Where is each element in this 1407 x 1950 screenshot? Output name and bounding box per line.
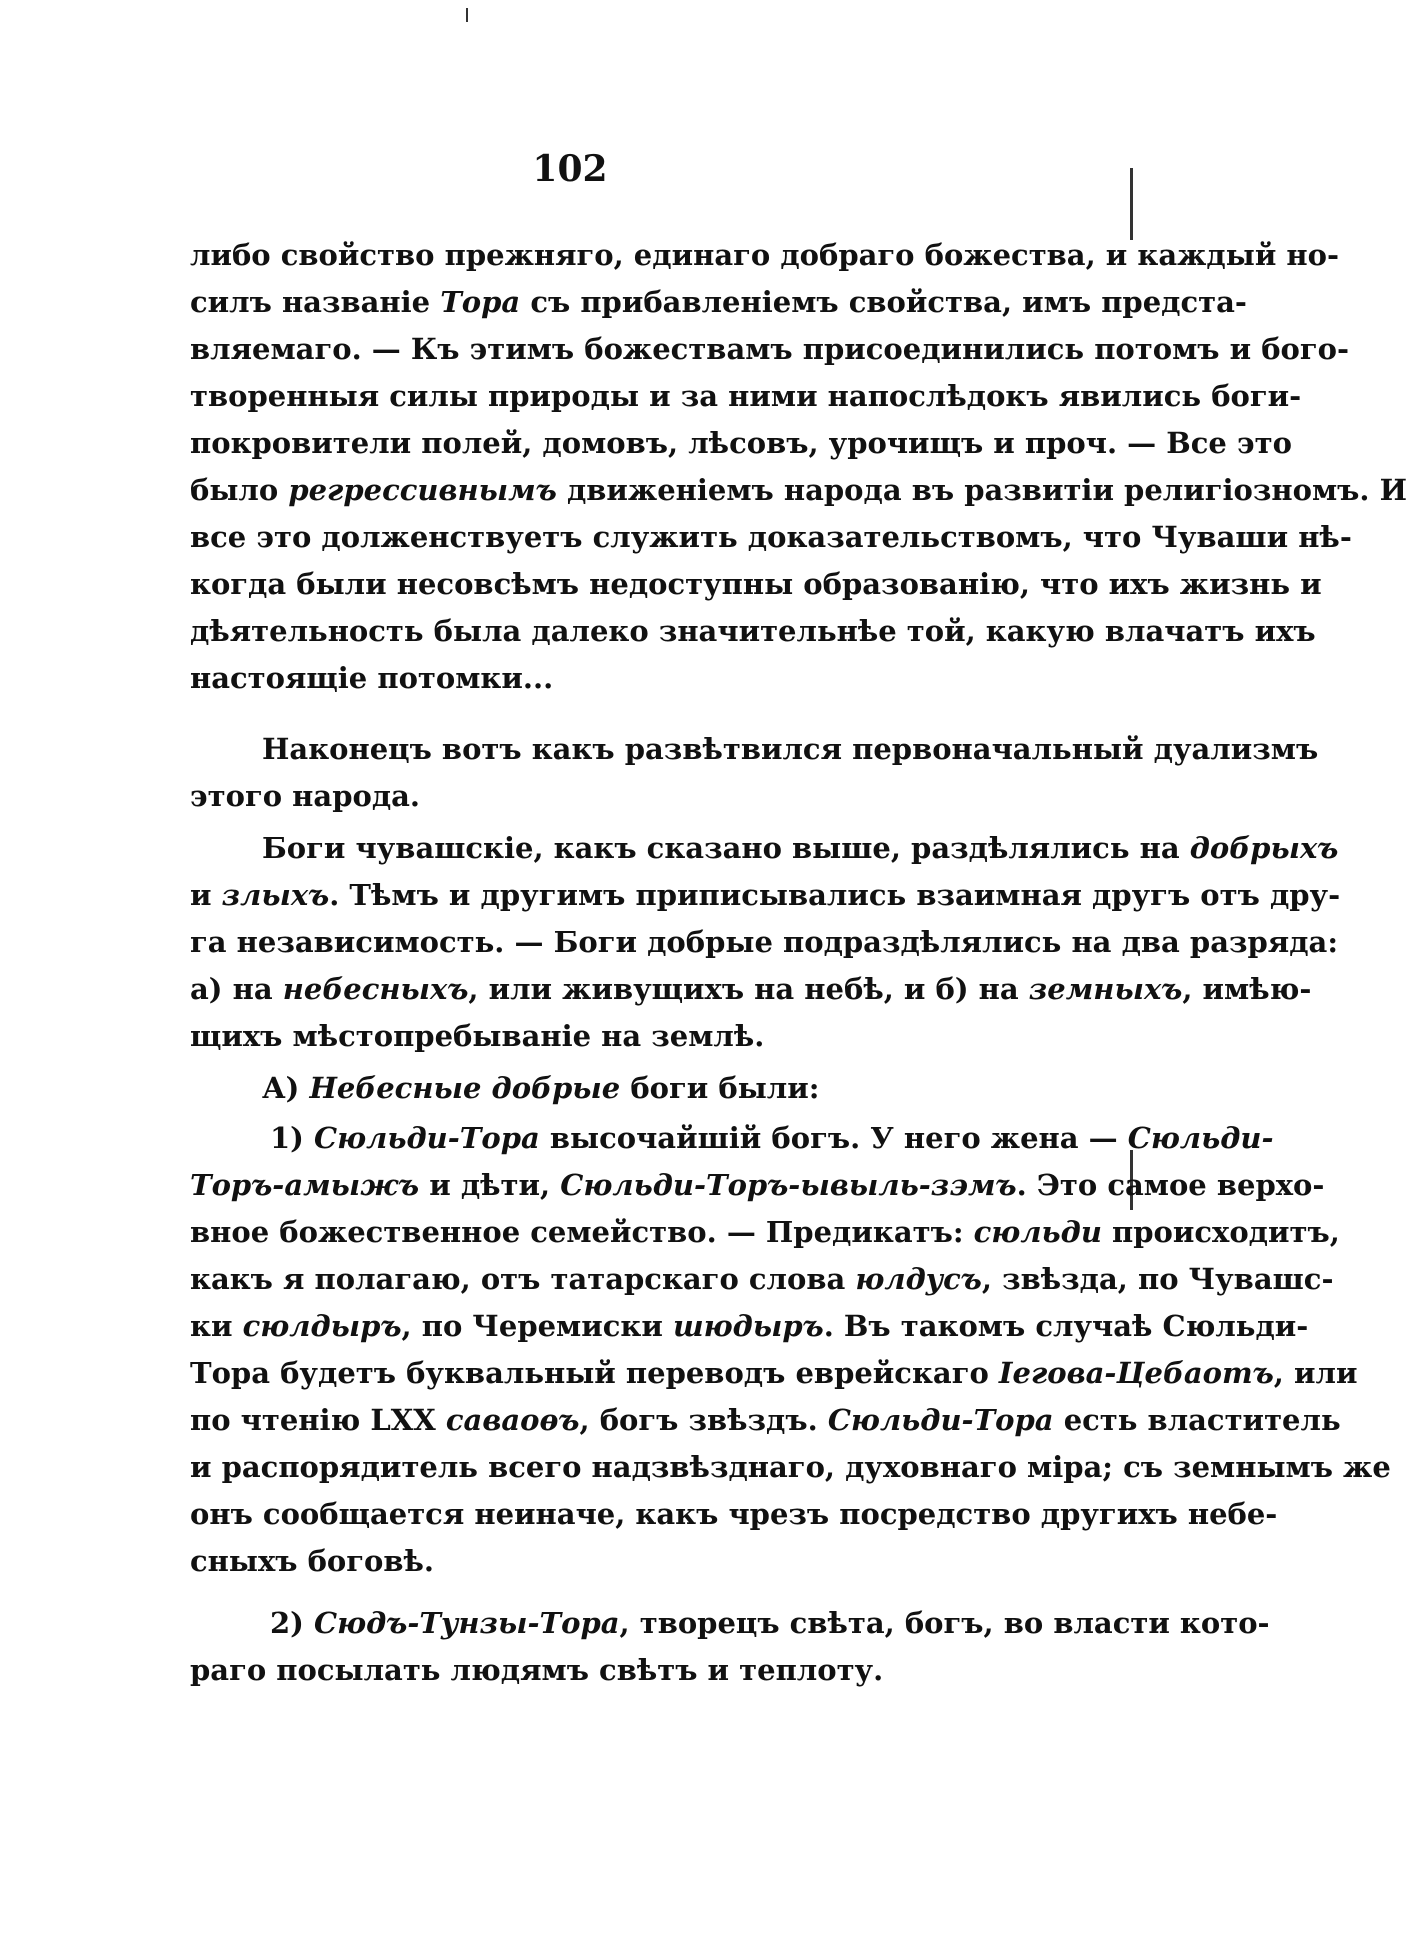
text-segment: какъ я полагаю, отъ татарскаго слова bbox=[190, 1262, 856, 1296]
italic-term: Тора bbox=[440, 285, 521, 319]
text-segment: онъ сообщается неиначе, какъ чрезъ посредство другихъ небе- bbox=[190, 1497, 1278, 1531]
text-segment: съ прибавленіемъ свойства, имъ предста- bbox=[520, 285, 1247, 319]
text-line bbox=[190, 1491, 1278, 1538]
text-segment: , звѣзда, по Чувашс- bbox=[981, 1262, 1334, 1296]
text-segment: 1) bbox=[270, 1121, 314, 1155]
text-line bbox=[190, 326, 1350, 373]
text-segment: , или bbox=[1273, 1356, 1358, 1390]
text-line bbox=[190, 1013, 1070, 1060]
text-line bbox=[190, 232, 1340, 279]
text-segment: , имѣю- bbox=[1182, 972, 1312, 1006]
text-segment: , по Черемиски bbox=[401, 1309, 673, 1343]
italic-term: регрессивнымъ bbox=[288, 473, 557, 507]
text-segment: Тора будетъ буквальный переводъ еврейскаго bbox=[190, 1356, 999, 1390]
text-segment: га независимость. — Боги добрые подраздѣлялись на два разряда: bbox=[190, 925, 1339, 959]
text-line bbox=[190, 561, 1322, 608]
italic-term: добрыхъ bbox=[1189, 831, 1339, 865]
text-line bbox=[190, 872, 1341, 919]
text-segment: и bbox=[190, 878, 222, 912]
text-segment: либо свойство прежняго, единаго добраго божества, и каждый но- bbox=[190, 238, 1340, 272]
text-line bbox=[190, 1350, 1358, 1397]
text-line bbox=[190, 1600, 1270, 1647]
italic-term: саваоѳъ bbox=[445, 1403, 580, 1437]
text-segment: есть властитель bbox=[1053, 1403, 1341, 1437]
paragraph bbox=[190, 1065, 1070, 1112]
text-segment: силъ названіе bbox=[190, 285, 441, 319]
text-line bbox=[190, 608, 1316, 655]
text-segment: вляемаго. — Къ этимъ божествамъ присоединились потомъ и бого- bbox=[190, 332, 1350, 366]
text-segment: Боги чувашскіе, какъ сказано выше, раздѣлялись на bbox=[262, 831, 1190, 865]
italic-term: злыхъ bbox=[221, 878, 330, 912]
italic-term: Сюльди-Торъ-ывыль-зэмъ bbox=[560, 1168, 1017, 1202]
text-line bbox=[190, 1538, 1070, 1585]
edge-mark bbox=[1130, 168, 1133, 240]
italic-term: земныхъ bbox=[1028, 972, 1183, 1006]
paragraph bbox=[190, 1115, 1391, 1585]
text-line bbox=[190, 514, 1352, 561]
text-segment: движеніемъ народа въ развитіи религіозномъ. И bbox=[556, 473, 1407, 507]
text-segment: творенныя силы природы и за ними напослѣдокъ явились боги- bbox=[190, 379, 1302, 413]
italic-term: шюдыръ bbox=[672, 1309, 824, 1343]
italic-term: Сюльди-Тора bbox=[314, 1121, 540, 1155]
text-segment: Наконецъ вотъ какъ развѣтвился первоначальный дуализмъ bbox=[262, 732, 1319, 766]
italic-term: сюлдыръ bbox=[242, 1309, 402, 1343]
text-segment: . Это самое верхо- bbox=[1016, 1168, 1325, 1202]
text-segment: щихъ мѣстопребываніе на землѣ. bbox=[190, 1019, 765, 1053]
italic-term: сюльди bbox=[973, 1215, 1102, 1249]
text-segment: дѣятельность была далеко значительнѣе той, какую влачатъ ихъ bbox=[190, 614, 1316, 648]
text-line bbox=[190, 825, 1339, 872]
italic-term: небесныхъ bbox=[282, 972, 469, 1006]
text-line bbox=[190, 1065, 1070, 1112]
text-line bbox=[190, 919, 1339, 966]
text-line bbox=[190, 1397, 1341, 1444]
text-line bbox=[190, 1444, 1391, 1491]
italic-term: юлдусъ bbox=[855, 1262, 982, 1296]
text-segment: сныхъ боговѣ. bbox=[190, 1544, 435, 1578]
text-segment: и распорядитель всего надзвѣзднаго, духовнаго міра; съ земнымъ же bbox=[190, 1450, 1391, 1484]
text-segment: происходитъ, bbox=[1101, 1215, 1340, 1249]
text-line bbox=[190, 966, 1312, 1013]
text-segment: 2) bbox=[270, 1606, 314, 1640]
text-segment: ки bbox=[190, 1309, 243, 1343]
text-segment: А) bbox=[262, 1071, 310, 1105]
text-segment: . Тѣмъ и другимъ приписывались взаимная другъ отъ дру- bbox=[329, 878, 1341, 912]
text-segment: , творецъ свѣта, богъ, во власти кото- bbox=[619, 1606, 1270, 1640]
text-segment: , или живущихъ на небѣ, и б) на bbox=[468, 972, 1029, 1006]
text-segment: и дѣти, bbox=[419, 1168, 561, 1202]
italic-term: Небесные добрые bbox=[309, 1071, 621, 1105]
text-line bbox=[190, 1209, 1340, 1256]
text-segment: когда были несовсѣмъ недоступны образованію, что ихъ жизнь и bbox=[190, 567, 1322, 601]
text-segment: покровители полей, домовъ, лѣсовъ, урочищъ и проч. — Все это bbox=[190, 426, 1292, 460]
text-line bbox=[190, 279, 1247, 326]
paragraph bbox=[190, 1600, 1270, 1694]
text-segment: . Въ такомъ случаѣ Сюльди- bbox=[823, 1309, 1309, 1343]
text-segment: этого народа. bbox=[190, 779, 421, 813]
text-line bbox=[190, 773, 1070, 820]
text-segment: а) на bbox=[190, 972, 283, 1006]
text-line bbox=[190, 655, 1070, 702]
text-segment: , богъ звѣздъ. bbox=[579, 1403, 828, 1437]
text-segment: было bbox=[190, 473, 289, 507]
text-line bbox=[190, 467, 1407, 514]
text-line bbox=[190, 1115, 1274, 1162]
text-segment: высочайшій богъ. У него жена — bbox=[539, 1121, 1128, 1155]
italic-term: Сюльди-Тора bbox=[827, 1403, 1054, 1437]
text-segment: раго посылать людямъ свѣтъ и теплоту. bbox=[190, 1653, 884, 1687]
text-segment: настоящіе потомки... bbox=[190, 661, 554, 695]
text-line bbox=[190, 726, 1319, 773]
text-line bbox=[190, 420, 1292, 467]
text-line bbox=[190, 1303, 1309, 1350]
italic-term: Іегова-Цебаотъ bbox=[998, 1356, 1274, 1390]
text-segment: по чтенію LXX bbox=[190, 1403, 446, 1437]
paragraph bbox=[190, 232, 1407, 702]
text-segment: все это долженствуетъ служить доказательствомъ, что Чуваши нѣ- bbox=[190, 520, 1352, 554]
text-line bbox=[190, 373, 1302, 420]
italic-term: Сюльди- bbox=[1127, 1121, 1274, 1155]
text-line bbox=[190, 1256, 1334, 1303]
page-number: 102 bbox=[532, 148, 608, 190]
paragraph bbox=[190, 726, 1319, 820]
text-segment: вное божественное семейство. — Предикатъ: bbox=[190, 1215, 974, 1249]
paragraph bbox=[190, 825, 1341, 1060]
text-line bbox=[190, 1647, 1070, 1694]
text-segment: боги были: bbox=[620, 1071, 820, 1105]
edge-mark bbox=[466, 8, 468, 22]
text-line bbox=[190, 1162, 1325, 1209]
italic-term: Сюдъ-Тунзы-Тора bbox=[314, 1606, 620, 1640]
italic-term: Торъ-амыжъ bbox=[190, 1168, 420, 1202]
